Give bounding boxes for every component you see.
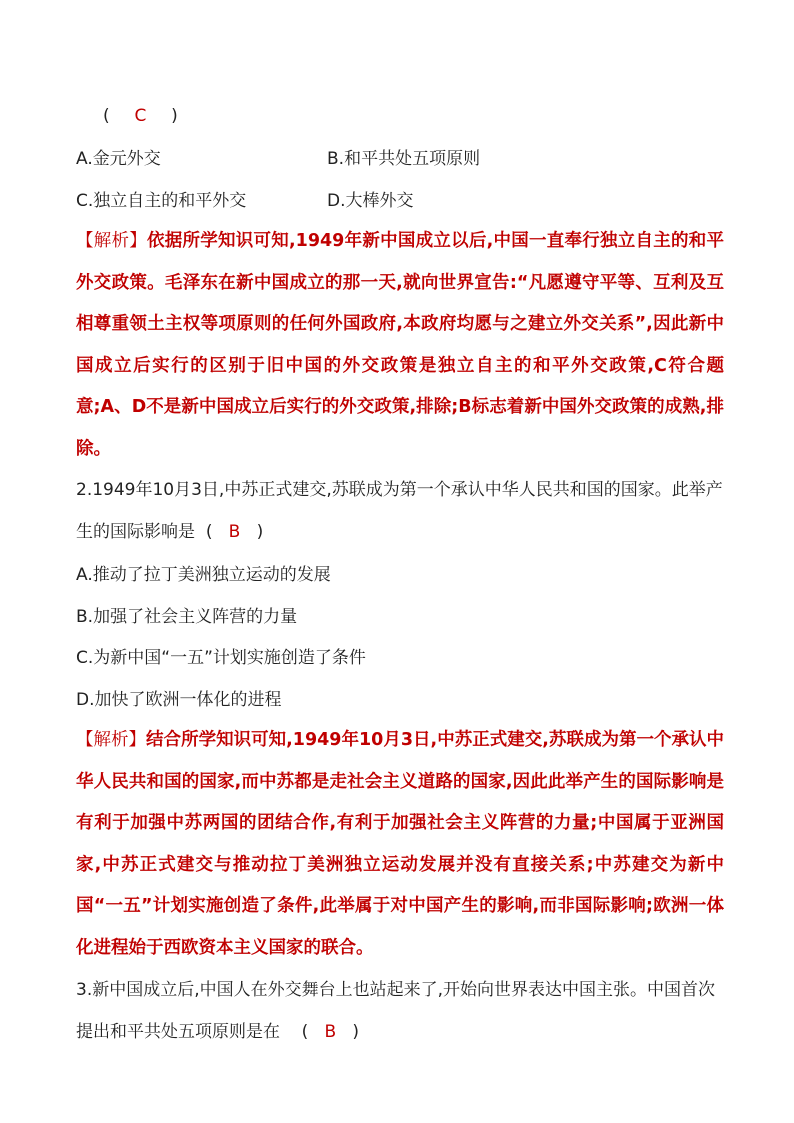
q2-option-d: D.加快了欧洲一体化的进程 — [76, 690, 282, 710]
q1-analysis-tag: 【解析】 — [76, 231, 147, 251]
q1-option-a: A.金元外交 — [76, 149, 161, 169]
q1-option-b: B.和平共处五项原则 — [327, 149, 481, 169]
q1-option-c: C.独立自主的和平外交 — [76, 191, 247, 211]
q1-analysis-text: 依据所学知识可知,1949年新中国成立以后,中国一直奉行独立自主的和平外交政策。毛泽东在新中国成立的那一天,就向世界宣告:“凡愿遵守平等、互利及互相尊重领土主权等项原则的任何外国政府,本政府均愿与之建立外交关系”,因此新中国成立后实行的区别于旧中国的外交政策是独立自主的和平外交政策,C符合题意;A、D不是新中国成立后实行的外交政策,排除;B标志着新中国外交政策的成熟,排除。 — [76, 231, 724, 459]
q2-option-b: B.加强了社会主义阵营的力量 — [76, 607, 298, 627]
q1-answer-line: ( C ) — [103, 106, 178, 126]
q2-option-a: A.推动了拉丁美洲独立运动的发展 — [76, 565, 331, 585]
q2-answer: B — [228, 521, 241, 542]
q1-analysis — [76, 221, 724, 470]
q3-answer: B — [324, 1021, 337, 1042]
q1-option-d: D.大棒外交 — [327, 191, 414, 211]
q2-analysis — [76, 720, 724, 969]
q2-stem: 2.1949年10月3日,中苏正式建交,苏联成为第一个承认中华人民共和国的国家。此举产生的国际影响是 ( B ) — [76, 480, 723, 542]
q2-analysis-tag: 【解析】 — [76, 730, 147, 750]
q1-answer: C — [134, 106, 147, 126]
q3-stem: 3.新中国成立后,中国人在外交舞台上也站起来了,开始向世界表达中国主张。中国首次提出和平共处五项原则是在 ( B ) — [76, 980, 716, 1042]
q2-analysis-text: 结合所学知识可知,1949年10月3日,中苏正式建交,苏联成为第一个承认中华人民共和国的国家,而中苏都是走社会主义道路的国家,因此此举产生的国际影响是有利于加强中苏两国的团结合作,有利于加强社会主义阵营的力量;中国属于亚洲国家,中苏正式建交与推动拉丁美洲独立运动发展并没有直接关系;中苏建交为新中国“一五”计划实施创造了条件,此举属于对中国产生的影响,而非国际影响;欧洲一体化进程始于西欧资本主义国家的联合。 — [76, 730, 725, 958]
q2-option-c: C.为新中国“一五”计划实施创造了条件 — [76, 648, 366, 668]
